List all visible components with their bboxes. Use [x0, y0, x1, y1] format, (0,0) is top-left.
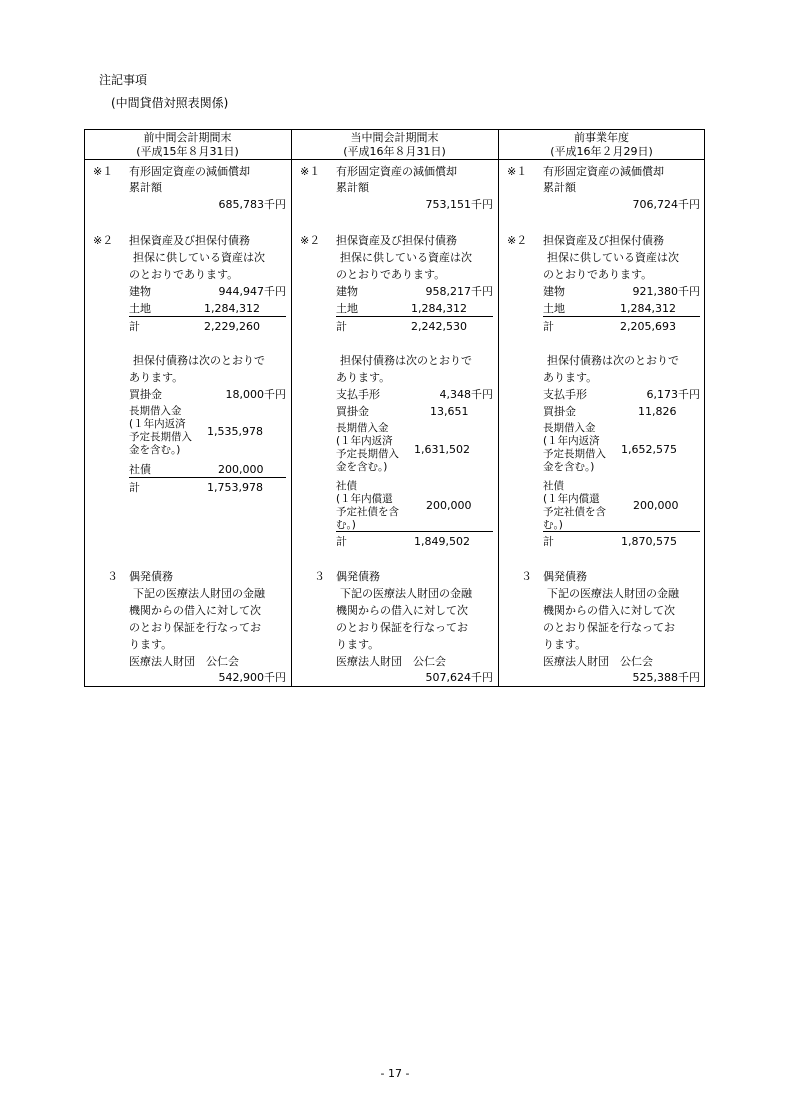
note3-line: 機関からの借入に対して次: [336, 604, 468, 617]
note2-mark: ※２: [93, 234, 114, 247]
debt-label-line: 予定社債を含: [543, 506, 606, 518]
note2-mark: ※２: [300, 234, 321, 247]
note2-intro: 担保に供している資産は次: [547, 251, 679, 264]
asset-label: 建物: [129, 285, 151, 298]
debt-label: 買掛金: [543, 405, 576, 418]
note2-intro: のとおりであります。: [543, 268, 653, 281]
debt-label-line: 予定長期借入: [543, 448, 606, 460]
asset-value: 1,284,312: [411, 302, 467, 315]
column-header-line1: 当中間会計期間末: [350, 131, 439, 144]
debt-label: 買掛金: [129, 388, 162, 401]
debt-intro: あります。: [543, 371, 598, 384]
debt-value: 1,652,575: [621, 443, 677, 456]
section-title: (中間貸借対照表関係): [111, 96, 229, 110]
note1-mark: ※１: [93, 165, 114, 178]
subtotal-rule: [543, 316, 700, 317]
column-divider: [291, 129, 292, 687]
header-rule: [84, 159, 705, 160]
asset-value: 2,229,260: [204, 320, 260, 333]
asset-value: 1,284,312: [204, 302, 260, 315]
debt-label-line: 長期借入金: [129, 405, 182, 417]
note3-title: 偶発債務: [543, 570, 587, 583]
note3-line: のとおり保証を行なってお: [129, 621, 261, 634]
debt-value: 200,000: [633, 499, 679, 512]
asset-value: 2,242,530: [411, 320, 467, 333]
note3-line: 下記の医療法人財団の金融: [547, 587, 679, 600]
note1-title: 有形固定資産の減価償却: [129, 165, 250, 178]
asset-label: 土地: [543, 302, 565, 315]
note2-intro: のとおりであります。: [129, 268, 239, 281]
note2-intro: 担保に供している資産は次: [133, 251, 265, 264]
note3-title: 偶発債務: [129, 570, 173, 583]
note1-amount: 685,783千円: [218, 198, 286, 211]
asset-label: 土地: [129, 302, 151, 315]
subtotal-rule: [129, 316, 286, 317]
note1-title: 有形固定資産の減価償却: [336, 165, 457, 178]
asset-value: 921,380千円: [632, 285, 700, 298]
asset-label: 計: [336, 320, 347, 333]
debt-label: 計: [336, 535, 347, 548]
asset-label: 計: [129, 320, 140, 333]
debt-label-multiline: [543, 422, 623, 474]
debt-intro: あります。: [129, 371, 184, 384]
column-header-line1: 前中間会計期間末: [143, 131, 232, 144]
debt-label-line: 長期借入金: [543, 422, 596, 434]
debt-label-line: (１年内返済: [129, 418, 186, 430]
debt-label-line: 長期借入金: [336, 422, 389, 434]
note3-line: 下記の医療法人財団の金融: [133, 587, 265, 600]
note2-intro: 担保に供している資産は次: [340, 251, 472, 264]
asset-value: 1,284,312: [620, 302, 676, 315]
note3-amount: 525,388千円: [632, 671, 700, 684]
note3-line: のとおり保証を行なってお: [336, 621, 468, 634]
note3-title: 偶発債務: [336, 570, 380, 583]
debt-value: 200,000: [218, 463, 264, 476]
asset-value: 2,205,693: [620, 320, 676, 333]
debt-label-line: 金を含む。): [543, 461, 595, 473]
asset-label: 土地: [336, 302, 358, 315]
column-header-previous-interim: [84, 131, 291, 159]
note3-entity: 医療法人財団 公仁会: [336, 655, 446, 668]
page-title: 注記事項: [99, 73, 148, 87]
debt-label-line: 予定長期借入: [336, 448, 399, 460]
note3-line: 機関からの借入に対して次: [543, 604, 675, 617]
note3-mark: ３: [107, 570, 118, 583]
debt-value: 1,870,575: [621, 535, 677, 548]
debt-value: 200,000: [426, 499, 472, 512]
asset-value: 944,947千円: [218, 285, 286, 298]
debt-label-line: 社債: [336, 480, 357, 492]
debt-value: 4,348千円: [439, 388, 493, 401]
debt-label: 買掛金: [336, 405, 369, 418]
subtotal-rule: [129, 477, 286, 478]
column-header-current-interim: [291, 131, 498, 159]
asset-value: 958,217千円: [425, 285, 493, 298]
note3-mark: ３: [314, 570, 325, 583]
asset-label: 建物: [336, 285, 358, 298]
debt-label-line: 金を含む。): [129, 444, 181, 456]
debt-label-multiline: [336, 422, 416, 474]
asset-label: 計: [543, 320, 554, 333]
note1-title: 有形固定資産の減価償却: [543, 165, 664, 178]
column-header-previous-fiscal-year: [498, 131, 705, 159]
debt-intro: あります。: [336, 371, 391, 384]
debt-label-line: (１年内返済: [336, 435, 393, 447]
debt-label: 計: [543, 535, 554, 548]
column-header-line2: (平成16年２月29日): [550, 145, 653, 158]
note3-line: 機関からの借入に対して次: [129, 604, 261, 617]
note3-amount: 507,624千円: [425, 671, 493, 684]
note1-mark: ※１: [300, 165, 321, 178]
debt-label-line: (１年内償還: [543, 493, 600, 505]
debt-label-multiline: [336, 480, 416, 532]
debt-label: 支払手形: [543, 388, 587, 401]
debt-label-line: 予定長期借入: [129, 431, 192, 443]
debt-label-line: む。): [336, 519, 356, 531]
debt-value: 6,173千円: [646, 388, 700, 401]
debt-label: 支払手形: [336, 388, 380, 401]
note1-sub: 累計額: [336, 181, 369, 194]
note1-mark: ※１: [507, 165, 528, 178]
note3-line: 下記の医療法人財団の金融: [340, 587, 472, 600]
debt-value: 1,535,978: [207, 425, 263, 438]
debt-value: 1,849,502: [414, 535, 470, 548]
debt-label-line: む。): [543, 519, 563, 531]
debt-label-line: (１年内償還: [336, 493, 393, 505]
debt-label-multiline: [129, 405, 209, 457]
debt-value: 13,651: [430, 405, 469, 418]
debt-intro: 担保付債務は次のとおりで: [547, 354, 679, 367]
note3-line: ります。: [543, 638, 587, 651]
note3-mark: ３: [521, 570, 532, 583]
subtotal-rule: [543, 531, 700, 532]
debt-value: 1,753,978: [207, 481, 263, 494]
note2-title: 担保資産及び担保付債務: [543, 234, 664, 247]
column-divider: [498, 129, 499, 687]
debt-value: 11,826: [638, 405, 677, 418]
column-header-line1: 前事業年度: [574, 131, 629, 144]
debt-intro: 担保付債務は次のとおりで: [133, 354, 265, 367]
note3-amount: 542,900千円: [218, 671, 286, 684]
note2-intro: のとおりであります。: [336, 268, 446, 281]
note2-title: 担保資産及び担保付債務: [336, 234, 457, 247]
debt-intro: 担保付債務は次のとおりで: [340, 354, 472, 367]
note2-title: 担保資産及び担保付債務: [129, 234, 250, 247]
note3-line: のとおり保証を行なってお: [543, 621, 675, 634]
debt-label-multiline: [543, 480, 623, 532]
note1-amount: 706,724千円: [632, 198, 700, 211]
debt-value: 1,631,502: [414, 443, 470, 456]
page-number: - 17 -: [380, 1067, 410, 1080]
note2-mark: ※２: [507, 234, 528, 247]
note3-line: ります。: [129, 638, 173, 651]
note3-entity: 医療法人財団 公仁会: [129, 655, 239, 668]
subtotal-rule: [336, 531, 493, 532]
debt-label-line: 社債: [543, 480, 564, 492]
note3-entity: 医療法人財団 公仁会: [543, 655, 653, 668]
note1-sub: 累計額: [129, 181, 162, 194]
note1-sub: 累計額: [543, 181, 576, 194]
column-header-line2: (平成15年８月31日): [136, 145, 239, 158]
debt-label: 社債: [129, 463, 151, 476]
subtotal-rule: [336, 316, 493, 317]
asset-label: 建物: [543, 285, 565, 298]
note3-line: ります。: [336, 638, 380, 651]
debt-label-line: 予定社債を含: [336, 506, 399, 518]
note1-amount: 753,151千円: [425, 198, 493, 211]
debt-value: 18,000千円: [225, 388, 286, 401]
debt-label-line: (１年内返済: [543, 435, 600, 447]
debt-label: 計: [129, 481, 140, 494]
debt-label-line: 金を含む。): [336, 461, 388, 473]
column-header-line2: (平成16年８月31日): [343, 145, 446, 158]
